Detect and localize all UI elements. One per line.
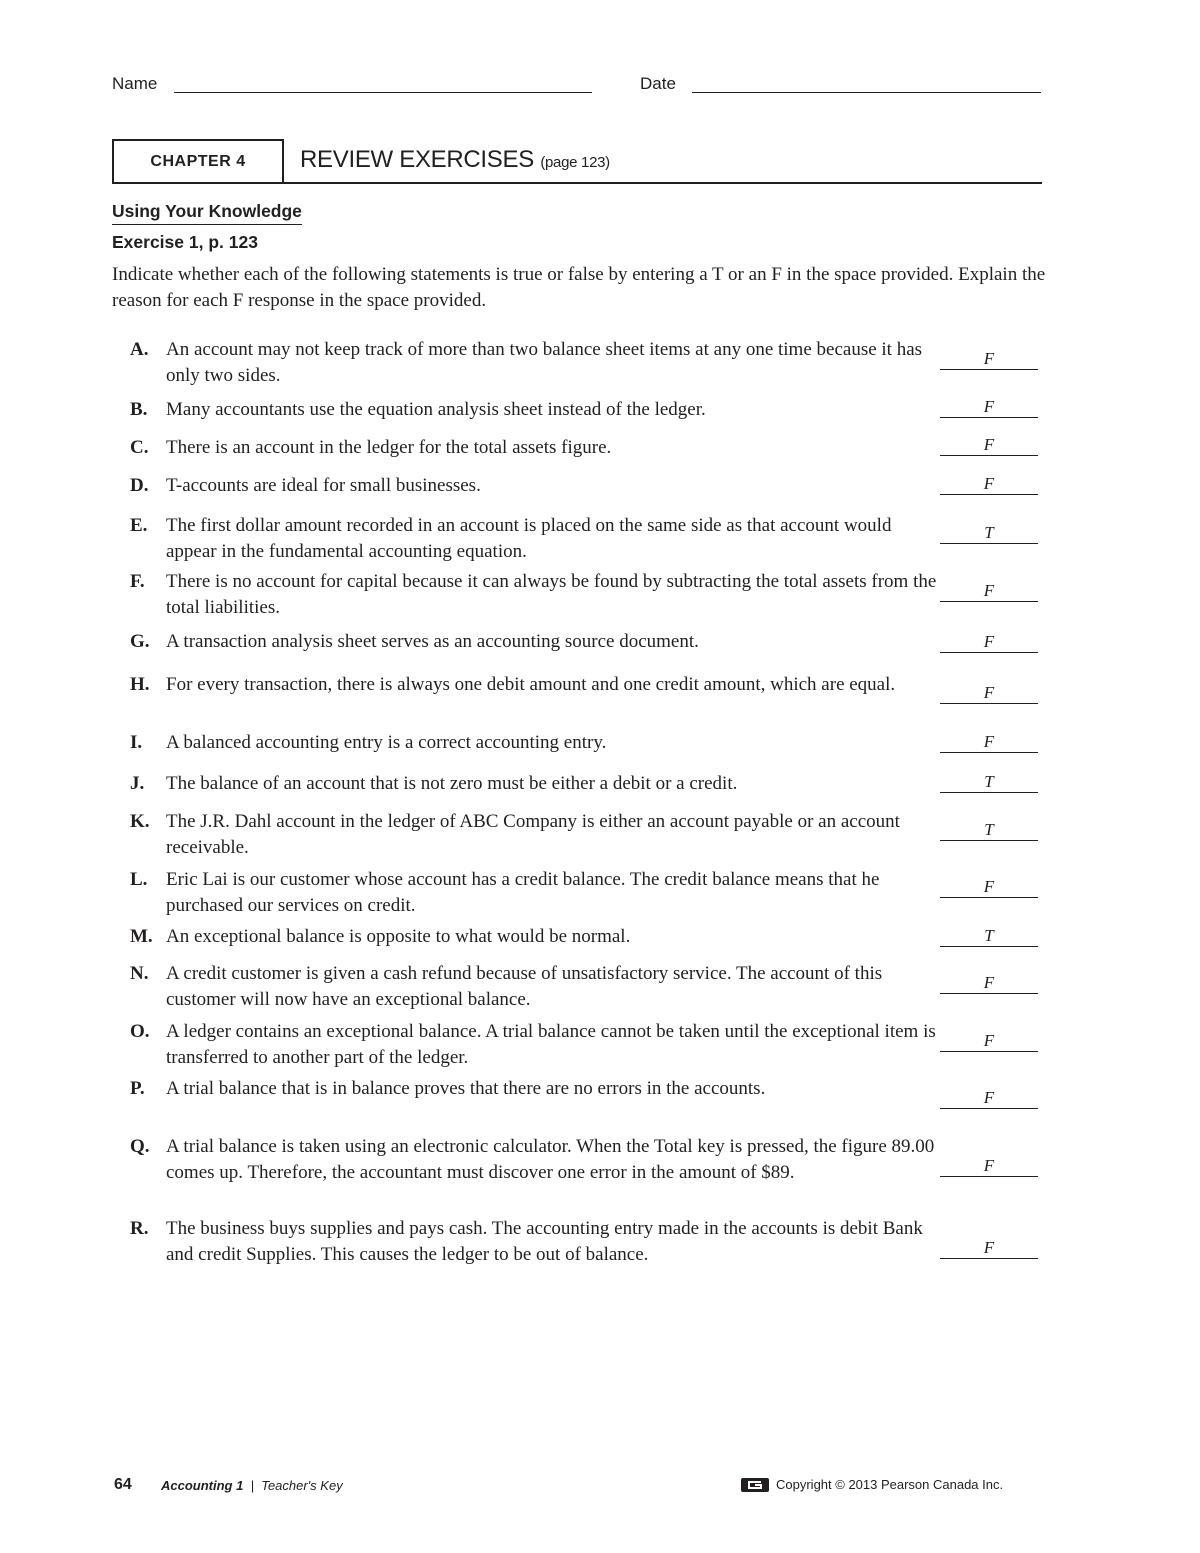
item-letter: M. [130,926,153,947]
item-text: The J.R. Dahl account in the ledger of ABC Company is either an account payable or an account receivable. [166,811,900,858]
instructions: Indicate whether each of the following statements is true or false by entering a T or an F in the space provided. Explain the reason for each F response in the space provided. [112,264,1046,311]
chapter-title [300,146,610,174]
item-answer[interactable]: F [940,397,1038,418]
item-text: There is no account for capital because it can always be found by subtracting the total assets from the total liabilities. [166,571,937,618]
item-text: The balance of an account that is not zero must be either a debit or a credit. [166,773,738,794]
item-answer[interactable]: T [940,772,1038,793]
item-text: Eric Lai is our customer whose account has a credit balance. The credit balance means that he purchased our services on credit. [166,869,880,916]
item-answer[interactable]: F [940,1031,1038,1052]
chapter-label: CHAPTER 4 [112,139,284,184]
item-text: The business buys supplies and pays cash. The accounting entry made in the accounts is debit Bank and credit Supplies. This causes the ledger to be out of balance. [166,1218,923,1265]
item-letter: K. [130,811,150,832]
item-letter: P. [130,1078,145,1099]
book-separator: | [246,1478,258,1493]
item-text: An account may not keep track of more than two balance sheet items at any one time because it has only two sides. [166,339,923,386]
name-line[interactable] [174,92,592,93]
item-answer[interactable]: F [940,435,1038,456]
item-answer[interactable]: F [940,581,1038,602]
item-text: A ledger contains an exceptional balance. A trial balance cannot be taken until the exceptional item is transferred to another part of the ledger. [166,1021,936,1068]
item-letter: C. [130,437,149,458]
item-text: A trial balance is taken using an electronic calculator. When the Total key is pressed, the figure 89.00 comes up. Therefore, the accountant must discover one error in the amount of $89. [166,1136,935,1183]
item-text: For every transaction, there is always one debit amount and one credit amount, which are equal. [166,674,896,695]
item-text: A trial balance that is in balance proves that there are no errors in the accounts. [166,1078,766,1099]
item-letter: J. [130,773,145,794]
date-line[interactable] [692,92,1041,93]
item-answer[interactable]: F [940,877,1038,898]
chapter-page-ref: (page 123) [540,154,610,171]
item-answer[interactable]: F [940,1088,1038,1109]
item-answer[interactable]: F [940,1156,1038,1177]
name-label: Name [112,74,158,93]
item-text: T-accounts are ideal for small businesses. [166,475,481,496]
item-answer[interactable]: F [940,474,1038,495]
item-text: A credit customer is given a cash refund because of unsatisfactory service. The account of this customer will now have an exceptional balance. [166,963,883,1010]
item-text: An exceptional balance is opposite to what would be normal. [166,926,631,947]
item-answer[interactable]: F [940,732,1038,753]
item-text: The first dollar amount recorded in an account is placed on the same side as that account would appear in the fundamental accounting equation. [166,515,892,562]
item-letter: N. [130,963,149,984]
item-answer[interactable]: T [940,820,1038,841]
item-answer[interactable]: F [940,973,1038,994]
item-letter: Q. [130,1136,150,1157]
item-letter: F. [130,571,145,592]
item-letter: L. [130,869,148,890]
item-answer[interactable]: T [940,523,1038,544]
item-letter: G. [130,631,150,652]
item-letter: O. [130,1021,150,1042]
chapter-title-text: REVIEW EXERCISES [300,146,534,173]
exercise-heading: Exercise 1, p. 123 [112,232,258,252]
copyright: Copyright © 2013 Pearson Canada Inc. [776,1477,1004,1492]
item-letter: R. [130,1218,149,1239]
item-text: There is an account in the ledger for the total assets figure. [166,437,612,458]
section-heading: Using Your Knowledge [112,201,302,225]
item-text: Many accountants use the equation analysis sheet instead of the ledger. [166,399,706,420]
date-label: Date [640,74,676,93]
item-answer[interactable]: F [940,683,1038,704]
item-answer[interactable]: T [940,926,1038,947]
chapter-rule [112,182,1042,184]
item-answer[interactable]: F [940,1238,1038,1259]
item-text: A balanced accounting entry is a correct accounting entry. [166,732,607,753]
item-answer[interactable]: F [940,349,1038,370]
book-subtitle: Teacher's Key [261,1478,343,1493]
book-title: Accounting 1 [161,1478,244,1493]
publisher-logo-icon [741,1478,769,1492]
book-reference [161,1478,343,1493]
item-letter: D. [130,475,149,496]
item-letter: B. [130,399,148,420]
item-letter: E. [130,515,148,536]
item-letter: H. [130,674,150,695]
item-letter: I. [130,732,143,753]
page-number: 64 [114,1476,132,1493]
item-answer[interactable]: F [940,632,1038,653]
item-letter: A. [130,339,149,360]
item-text: A transaction analysis sheet serves as an accounting source document. [166,631,699,652]
